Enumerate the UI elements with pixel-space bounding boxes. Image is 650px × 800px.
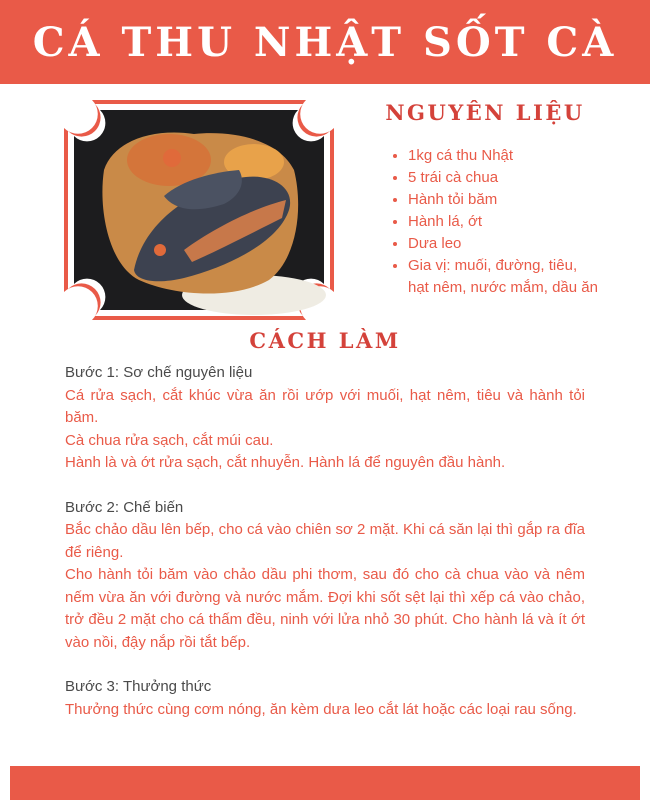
step-line: Cá rửa sạch, cắt khúc vừa ăn rồi ướp với muối, hạt nêm, tiêu và hành tỏi băm. bbox=[65, 386, 585, 426]
footer-bar bbox=[10, 766, 640, 800]
recipe-title: CÁ THU NHẬT SỐT CÀ bbox=[32, 18, 618, 66]
step-title: Bước 3: Thưởng thức bbox=[65, 678, 212, 695]
step-title: Bước 1: Sơ chế nguyên liệu bbox=[65, 364, 253, 381]
step-spacer bbox=[65, 654, 585, 676]
step-line: Cà chua rửa sạch, cắt múi cau. bbox=[65, 431, 274, 449]
method-heading: CÁCH LÀM bbox=[249, 328, 401, 353]
method-steps bbox=[65, 362, 585, 721]
ingredient-item: • 1kg cá thu Nhật bbox=[408, 145, 598, 167]
ingredient-item: • Dưa leo bbox=[408, 233, 598, 255]
step-spacer bbox=[65, 475, 585, 497]
ingredient-item: • 5 trái cà chua bbox=[408, 167, 598, 189]
fish-dish-photo-icon bbox=[64, 100, 334, 320]
ingredients-list bbox=[388, 145, 598, 299]
title-banner bbox=[0, 0, 650, 84]
step-line: Hành là và ớt rửa sạch, cắt nhuyễn. Hành lá để nguyên đầu hành. bbox=[65, 454, 506, 471]
ingredient-item: • Hành tỏi băm bbox=[408, 189, 598, 211]
step-line: Bắc chảo dầu lên bếp, cho cá vào chiên sơ 2 mặt. Khi cá săn lại thì gắp ra đĩa để riêng. bbox=[65, 521, 585, 561]
step-line: Thưởng thức cùng cơm nóng, ăn kèm dưa leo cắt lát hoặc các loại rau sống. bbox=[65, 700, 577, 718]
step-line: Cho hành tỏi băm vào chảo dầu phi thơm, sau đó cho cà chua vào và nêm nếm vừa ăn với đường và nước mắm. Đợi khi sốt sệt lại thì xếp cá vào chảo, trở đều 2 mặt cho cá thấm đều, ninh với lửa nhỏ 30 phút. Cho hành lá và ít ớt vào nồi, đậy nắp rồi tắt bếp. bbox=[65, 566, 585, 651]
ingredients-heading: NGUYÊN LIỆU bbox=[385, 100, 585, 125]
ingredient-item: • Gia vị: muối, đường, tiêu, hạt nêm, nước mắm, dầu ăn bbox=[408, 255, 598, 299]
step-title: Bước 2: Chế biến bbox=[65, 498, 184, 516]
ingredient-item: • Hành lá, ớt bbox=[408, 211, 598, 233]
